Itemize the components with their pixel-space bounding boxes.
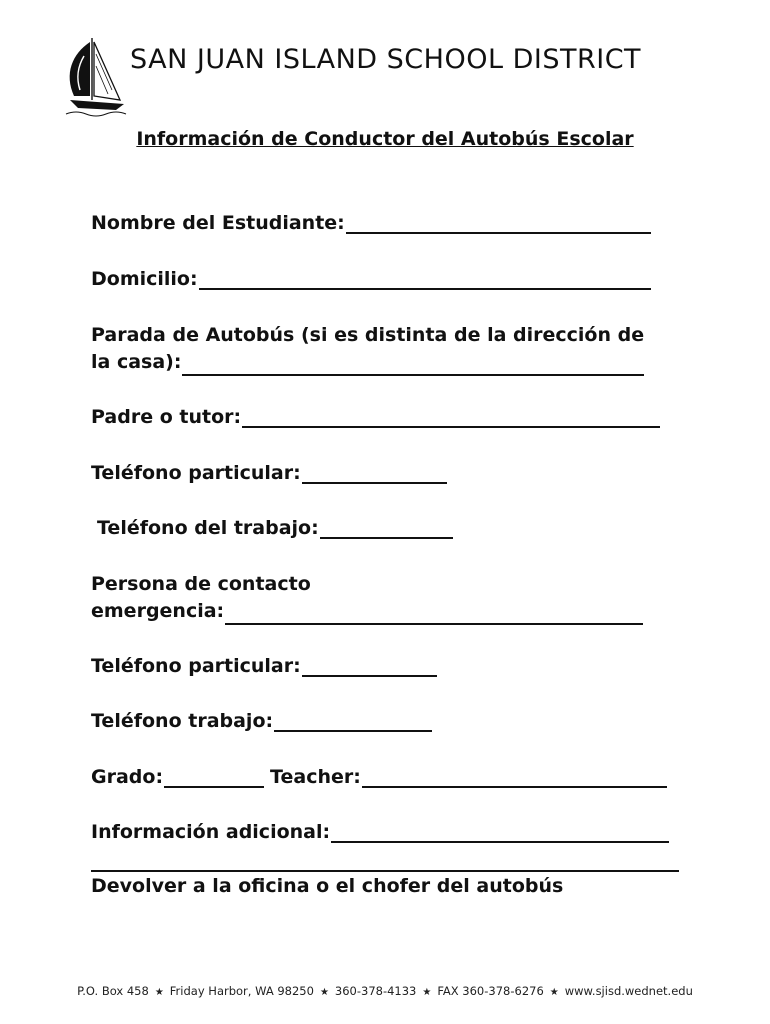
contact-home-phone-line[interactable] <box>302 655 437 677</box>
footer-po-box: P.O. Box 458 <box>77 984 149 998</box>
additional-info-line-2[interactable] <box>91 870 679 872</box>
student-name-line[interactable] <box>346 212 651 234</box>
student-name-label: Nombre del Estudiante: <box>91 212 345 234</box>
address-line[interactable] <box>199 268 651 290</box>
emergency-line[interactable] <box>225 603 643 625</box>
grade-label: Grado: <box>91 766 164 788</box>
footer-phone: 360-378-4133 <box>334 984 417 998</box>
guardian-line[interactable] <box>242 406 660 428</box>
star-icon: ★ <box>422 987 432 998</box>
footer-website[interactable]: www.sjisd.wednet.edu <box>564 984 693 998</box>
contact-work-phone-line[interactable] <box>274 710 432 732</box>
star-icon: ★ <box>154 987 164 998</box>
student-name-field[interactable] <box>91 212 651 234</box>
address-label: Domicilio: <box>91 268 198 290</box>
teacher-line[interactable] <box>362 766 667 788</box>
grade-line[interactable] <box>164 766 264 788</box>
guardian-field[interactable] <box>91 406 660 428</box>
contact-home-phone-field[interactable] <box>91 655 437 677</box>
star-icon: ★ <box>319 987 329 998</box>
footer-fax: FAX 360-378-6276 <box>437 984 544 998</box>
bus-stop-label-line1: Parada de Autobús (si es distinta de la dirección de <box>91 324 645 346</box>
guardian-label: Padre o tutor: <box>91 406 242 428</box>
home-phone-field[interactable] <box>91 462 447 484</box>
additional-info-line[interactable] <box>331 821 669 843</box>
contact-work-phone-label: Teléfono trabajo: <box>91 710 274 732</box>
teacher-label: Teacher: <box>270 766 361 788</box>
home-phone-line[interactable] <box>302 462 447 484</box>
additional-info-field[interactable] <box>91 821 669 843</box>
emergency-label-line2: emergencia: <box>91 600 225 622</box>
bus-stop-label-line2: la casa): <box>91 351 182 373</box>
form-title: Información de Conductor del Autobús Escolar <box>136 128 634 150</box>
work-phone-label: Teléfono del trabajo: <box>97 517 319 539</box>
emergency-label-line1: Persona de contacto <box>91 573 311 595</box>
contact-home-phone-label: Teléfono particular: <box>91 655 301 677</box>
emergency-contact-field[interactable] <box>91 571 643 625</box>
footer-contact-info <box>0 984 770 998</box>
work-phone-field[interactable] <box>97 517 453 539</box>
return-note: Devolver a la oficina o el chofer del autobús <box>91 875 564 897</box>
work-phone-line[interactable] <box>320 517 453 539</box>
footer-city: Friday Harbor, WA 98250 <box>169 984 314 998</box>
contact-work-phone-field[interactable] <box>91 710 432 732</box>
sailboat-icon <box>58 34 128 120</box>
star-icon: ★ <box>549 987 559 998</box>
address-field[interactable] <box>91 268 651 290</box>
grade-teacher-field[interactable] <box>91 766 667 788</box>
district-name: SAN JUAN ISLAND SCHOOL DISTRICT <box>130 44 642 75</box>
bus-stop-field[interactable] <box>91 322 644 376</box>
additional-info-label: Información adicional: <box>91 821 331 843</box>
home-phone-label: Teléfono particular: <box>91 462 301 484</box>
bus-stop-line[interactable] <box>182 354 644 376</box>
